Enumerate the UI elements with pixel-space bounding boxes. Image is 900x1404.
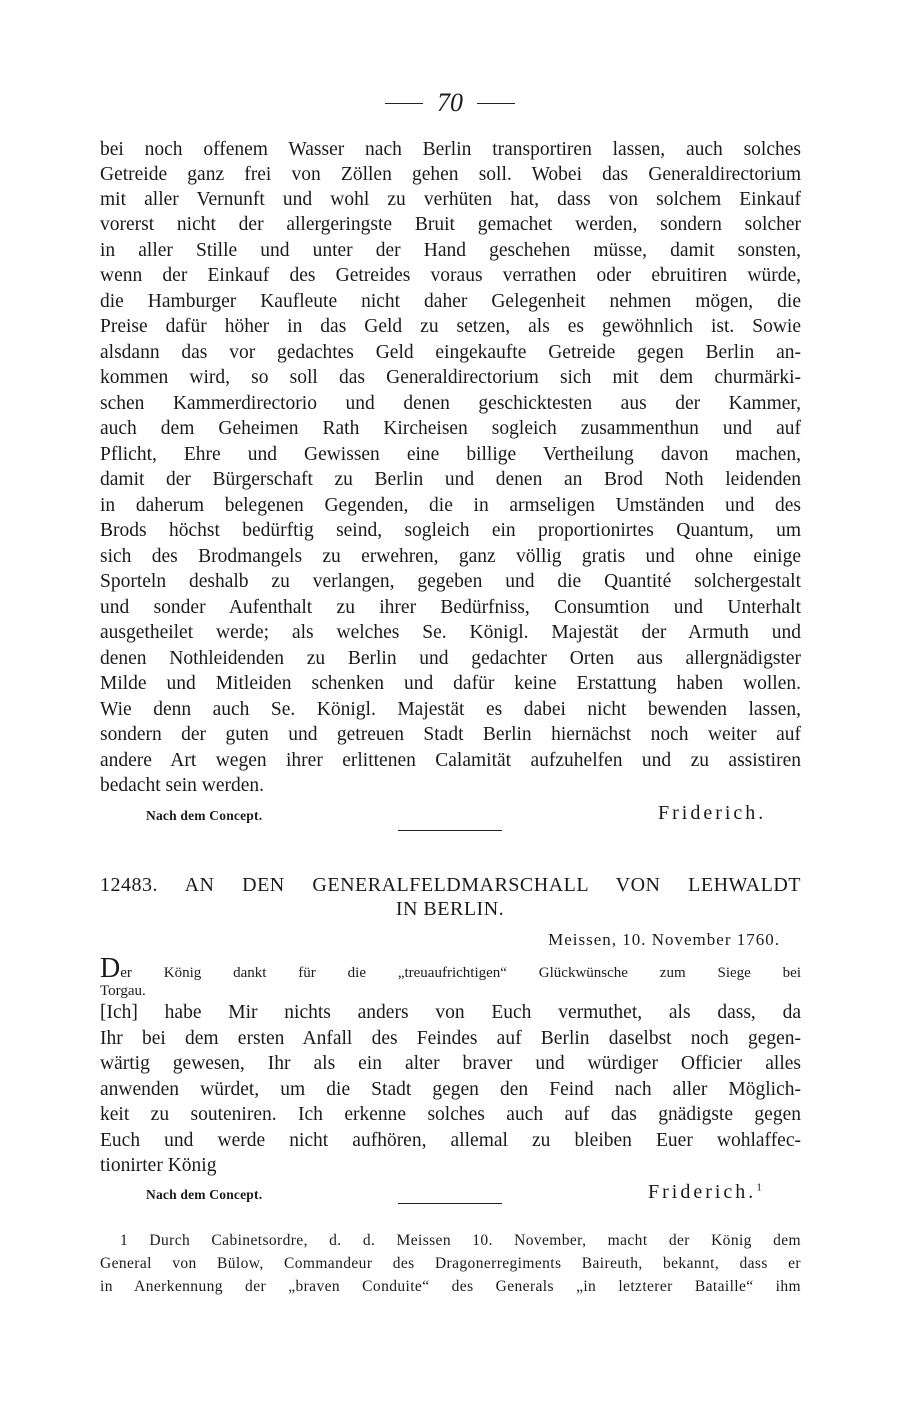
body-line: ausgetheilet werde; als welches Se. Königl. Majestät der Armuth und (100, 622, 801, 643)
body-line: bedacht sein werden. (100, 775, 265, 796)
footnote-line: 1 Durch Cabinetsordre, d. d. Meissen 10. November, macht der König dem (120, 1232, 801, 1249)
body-line: die Hamburger Kaufleute nicht daher Gelegenheit nehmen mögen, die (100, 291, 801, 312)
drop-cap: D (100, 953, 121, 984)
header-dash-right (477, 103, 515, 104)
body-line: Getreide ganz frei von Zöllen gehen soll. Wobei das Generaldirectorium (100, 164, 801, 185)
body-line: Preise dafür höher in das Geld zu setzen, als es gewöhnlich ist. Sowie (100, 316, 801, 337)
letter-heading-line1: AN DEN GENERALFELDMARSCHALL VON LEHWALDT (184, 874, 801, 896)
letter-line: wärtig gewesen, Ihr als ein alter braver und würdiger Officier alles (100, 1053, 801, 1074)
letter-line: tionirter König (100, 1155, 217, 1176)
body-line: Pflicht, Ehre und Gewissen eine billige Vertheilung davon machen, (100, 444, 801, 465)
body-line: Milde und Mitleiden schenken und dafür keine Erstattung haben wollen. (100, 673, 801, 694)
section-rule (398, 830, 502, 831)
body-line: in aller Stille und unter der Hand geschehen müsse, damit sonsten, (100, 240, 801, 261)
body-line: sich des Brodmangels zu erwehren, ganz völlig gratis und ohne einige (100, 546, 801, 567)
letter-line: keit zu souteniren. Ich erkenne solches auch auf das gnädigste gegen (100, 1104, 801, 1125)
letter-heading (100, 873, 801, 897)
dateline: Meissen, 10. November 1760. (548, 930, 780, 949)
signature (648, 1181, 762, 1204)
body-line: Brods höchst bedürftig seind, sogleich ein proportionirtes Quantum, um (100, 520, 801, 541)
section-rule (398, 1203, 502, 1204)
footnote-marker: 1 (756, 1181, 762, 1194)
summary-text: er König dankt für die „treuaufrichtigen“ Glückwünsche zum Siege bei (120, 965, 801, 981)
letter-line: anwenden würdet, um die Stadt gegen den Feind nach aller Möglich- (100, 1079, 801, 1100)
body-line: schen Kammerdirectorio und denen geschicktesten aus der Kammer, (100, 393, 801, 414)
letter-line: Euch und werde nicht aufhören, allemal zu bleiben Euer wohlaffec- (100, 1130, 801, 1151)
concept-note: Nach dem Concept. (146, 1187, 263, 1202)
body-line: in daherum belegenen Gegenden, die in armseligen Umständen und des (100, 495, 801, 516)
body-line: Wie denn auch Se. Königl. Majestät es dabei nicht bewenden lassen, (100, 699, 801, 720)
letter-heading-line2: IN BERLIN. (395, 898, 505, 920)
footnote-line: General von Bülow, Commandeur des Dragonerregiments Baireuth, bekannt, dass er (100, 1255, 801, 1272)
signature: Friderich. (658, 802, 767, 824)
body-line: und sonder Aufenthalt zu ihrer Bedürfniss, Consumtion und Unterhalt (100, 597, 801, 618)
summary-line: Torgau. (100, 983, 146, 999)
body-line: alsdann das vor gedachtes Geld eingekaufte Getreide gegen Berlin an- (100, 342, 801, 363)
body-line: vorerst nicht der allergeringste Bruit gemachet werden, sondern solcher (100, 214, 801, 235)
body-line: andere Art wegen ihrer erlittenen Calamität aufzuhelfen und zu assistiren (100, 750, 801, 771)
page-header (0, 88, 900, 118)
letter-line: Ihr bei dem ersten Anfall des Feindes auf Berlin daselbst noch gegen- (100, 1028, 801, 1049)
concept-note: Nach dem Concept. (146, 808, 263, 823)
body-line: sondern der guten und getreuen Stadt Berlin hiernächst noch weiter auf (100, 724, 801, 745)
footnote-line: in Anerkennung der „braven Conduite“ des Generals „in letzterer Bataille“ ihm (100, 1278, 801, 1295)
body-line: auch dem Geheimen Rath Kircheisen sogleich zusammenthun und auf (100, 418, 801, 439)
body-line: mit aller Vernunft und wohl zu verhüten hat, dass von solchem Einkauf (100, 189, 801, 210)
letter-number: 12483. (100, 874, 158, 896)
letter-line: [Ich] habe Mir nichts anders von Euch vermuthet, als dass, da (100, 1002, 801, 1023)
body-line: damit der Bürgerschaft zu Berlin und denen an Brod Noth leidenden (100, 469, 801, 490)
body-line: denen Nothleidenden zu Berlin und gedachter Orten aus allergnädigster (100, 648, 801, 669)
body-line: Sporteln deshalb zu verlangen, gegeben und die Quantité solchergestalt (100, 571, 801, 592)
body-line: wenn der Einkauf des Getreides voraus verrathen oder ebruitiren würde, (100, 265, 801, 286)
page-number: 70 (437, 88, 463, 117)
signature-text: Friderich. (648, 1181, 757, 1203)
header-dash-left (385, 103, 423, 104)
body-line: kommen wird, so soll das Generaldirectorium sich mit dem churmärki- (100, 367, 801, 388)
body-line: bei noch offenem Wasser nach Berlin transportiren lassen, auch solches (100, 139, 801, 160)
